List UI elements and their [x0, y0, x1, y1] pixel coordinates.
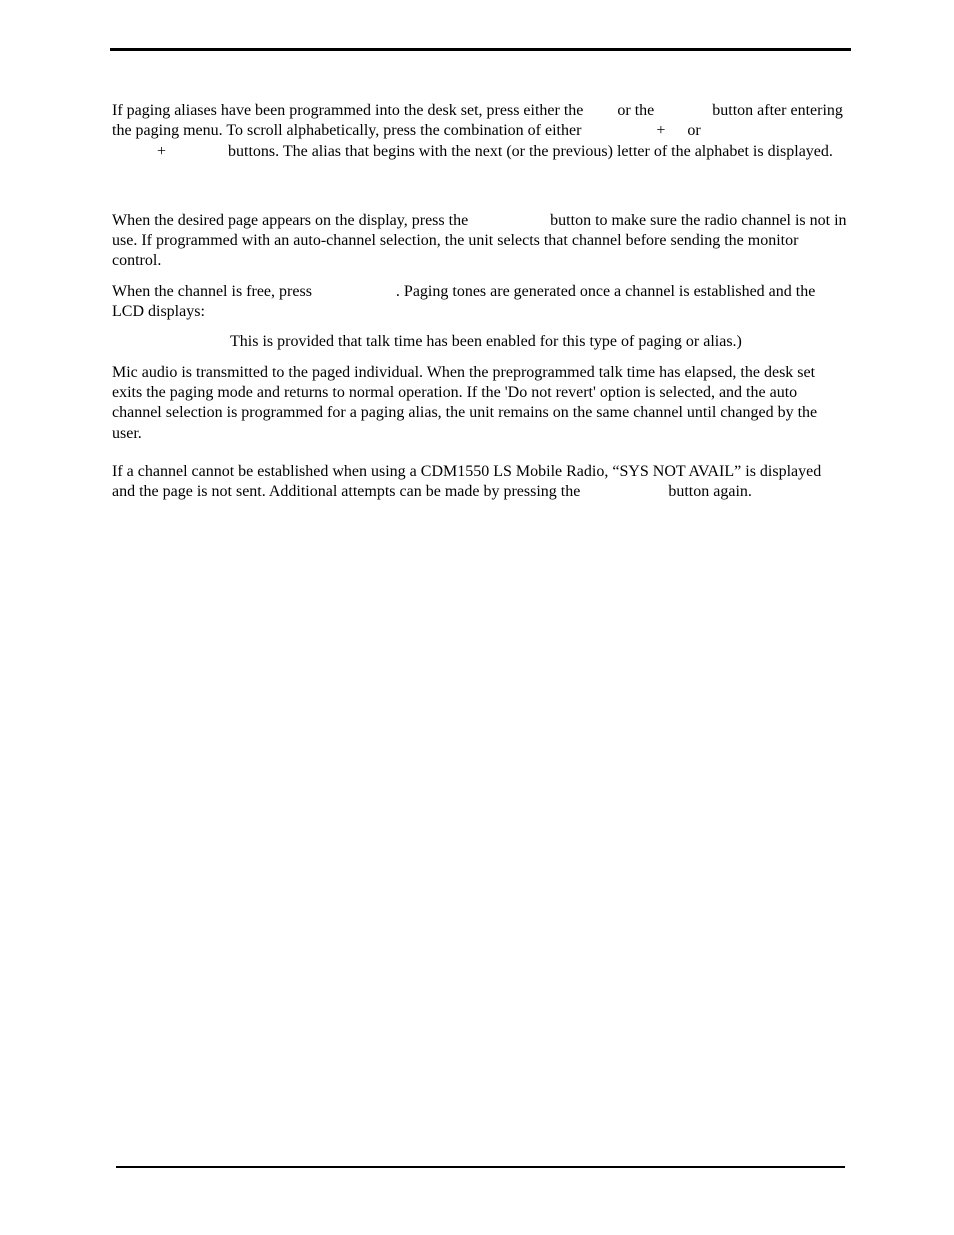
footer-rule: [116, 1166, 845, 1168]
text-free-a: When the channel is free, press: [112, 282, 312, 300]
paragraph-talk-time: [112, 332, 848, 352]
text-scroll-b: or the: [617, 102, 655, 119]
text-talktime: This is provided that talk time has been enabled for this type of paging or alias.): [230, 333, 742, 351]
text-monitor-a: When the desired page appears on the display, press the: [112, 211, 469, 229]
paragraph-sys-not-avail: [112, 462, 848, 503]
text-scroll-e: or: [687, 122, 701, 140]
text-scroll-c: button after entering the paging menu. To scroll alphabetically, press the combination of either: [112, 102, 843, 140]
document-body: [112, 101, 848, 502]
paragraph-alias-scroll: [112, 101, 848, 162]
text-monitor-b: button to make sure the radio channel is not in use. If programmed with an auto-channel selection, the unit selects that channel before sending the monitor control.: [112, 211, 847, 270]
text-scroll-g: buttons. The alias that begins with the next (or the previous) letter of the alphabet is displayed.: [228, 142, 833, 160]
text-scroll-d: +: [656, 122, 666, 140]
text-sysnotavail-b: button again.: [668, 483, 752, 501]
header-rule: [110, 48, 851, 51]
paragraph-channel-free: [112, 282, 848, 323]
paragraph-monitor: [112, 211, 848, 272]
text-sysnotavail-a: If a channel cannot be established when using a CDM1550 LS Mobile Radio, “SYS NOT AVAIL” is displayed and the page is not sent. Additional attempts can be made by pressing the: [112, 462, 822, 501]
text-scroll-a: If paging aliases have been programmed into the desk set, press either the: [112, 102, 584, 119]
text-free-b: . Paging tones are generated once a channel is established and the LCD displays:: [112, 282, 816, 321]
text-scroll-f: +: [156, 142, 166, 160]
paragraph-mic-audio: Mic audio is transmitted to the paged individual. When the preprogrammed talk time has elapsed, the desk set exits the paging mode and returns to normal operation. If the 'Do not revert' option is selected, and the auto channel selection is programmed for a paging alias, the unit remains on the same channel until changed by the user.: [112, 363, 818, 442]
